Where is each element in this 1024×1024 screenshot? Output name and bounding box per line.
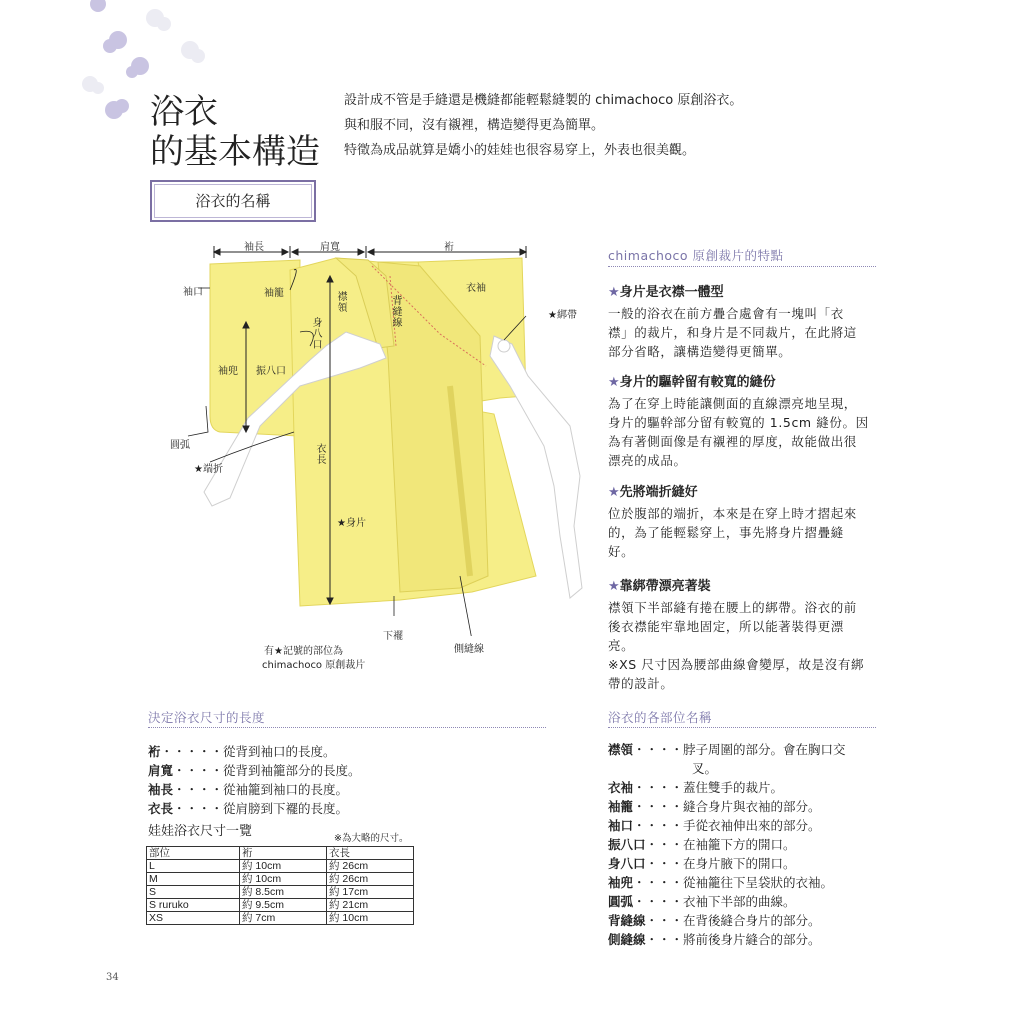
list-item: 側縫線・・・將前後身片縫合的部分。 xyxy=(608,932,821,947)
feature-item xyxy=(608,372,880,470)
list-item: 身八口・・・在身片腋下的開口。 xyxy=(608,856,796,871)
parts-heading: 浴衣的各部位名稱 xyxy=(608,710,713,725)
feature-line: 為了在穿上時能讓側面的直線漂亮地呈現， xyxy=(608,396,857,411)
label-back-seam: 背縫線 xyxy=(392,296,403,329)
feature-line: 襟領下半部縫有捲在腰上的綁帶。浴衣的前 xyxy=(608,600,857,615)
table-row: XS 約 7cm 約 10cm xyxy=(147,912,414,925)
table-row: M 約 10cm 約 26cm xyxy=(147,873,414,886)
list-item: 裄・・・・・從背到袖口的長度。 xyxy=(148,744,336,759)
table-row: S ruruko 約 9.5cm 約 21cm xyxy=(147,899,414,912)
star-icon: ★ xyxy=(608,285,620,300)
label-yuki: 裄 xyxy=(444,242,454,253)
feature-item xyxy=(608,282,880,361)
feature-line: 位於腹部的端折，本來是在穿上時才摺起來 xyxy=(608,506,857,521)
label-furiyatsuguchi: 振八口 xyxy=(256,366,286,377)
label-hem: 下襬 xyxy=(383,631,403,642)
title-line-2: 的基本構造 xyxy=(150,132,320,172)
page-title xyxy=(150,92,320,172)
size-table-note: ※為大略的尺寸。 xyxy=(334,833,409,844)
label-eri: 襟領 xyxy=(337,292,348,314)
section-label-box: 浴衣的名稱 xyxy=(150,180,316,222)
intro-line: 特徵為成品就算是嬌小的娃娃也很容易穿上，外表也很美觀。 xyxy=(344,143,696,158)
list-item: 衣長・・・・從肩膀到下襬的長度。 xyxy=(148,801,349,816)
feature-line: 身片的驅幹部分留有較寬的 1.5cm 縫份。因 xyxy=(608,415,869,430)
label-side-seam: 側縫線 xyxy=(454,644,484,655)
title-line-1: 浴衣 xyxy=(150,92,218,132)
feature-line: 襟」的裁片，和身片是不同裁片，在此將這 xyxy=(608,325,857,340)
yukata-diagram xyxy=(150,236,590,636)
label-sodetamoto: 袖兜 xyxy=(218,366,238,377)
list-item: 袖口・・・・手從衣袖伸出來的部分。 xyxy=(608,818,821,833)
intro-line: 設計成不管是手縫還是機縫都能輕鬆縫製的 chimachoco 原創浴衣。 xyxy=(344,93,743,108)
feature-line: 好。 xyxy=(608,544,635,559)
size-table-title: 娃娃浴衣尺寸一覽 xyxy=(148,824,253,839)
list-item: 袖籠・・・・縫合身片與衣袖的部分。 xyxy=(608,799,821,814)
parts-divider xyxy=(608,727,876,728)
feature-title: 靠綁帶漂亮著裝 xyxy=(619,579,711,594)
label-tuck: ★端折 xyxy=(194,464,223,475)
label-miyatsuguchi: 身八口 xyxy=(312,318,323,351)
list-item: 背縫線・・・在背後縫合身片的部分。 xyxy=(608,913,821,928)
feature-title: 身片的驅幹留有較寬的縫份 xyxy=(619,375,776,390)
list-item: 襟領・・・・脖子周圍的部分。會在胸口交 xyxy=(608,742,846,757)
features-divider xyxy=(608,266,876,267)
list-item: 袖長・・・・從袖籠到袖口的長度。 xyxy=(148,782,349,797)
label-ribbon: ★綁帶 xyxy=(548,310,577,321)
table-row: 部位 裄 衣長 xyxy=(147,847,414,860)
feature-line: 的，為了能輕鬆穿上，事先將身片摺疊縫 xyxy=(608,525,844,540)
list-item-continuation: 叉。 xyxy=(692,761,718,776)
size-table xyxy=(146,846,414,925)
label-sode-length: 袖長 xyxy=(244,242,264,253)
list-item: 袖兜・・・・從袖籠往下呈袋狀的衣袖。 xyxy=(608,875,834,890)
label-sodeguchi: 袖口 xyxy=(183,287,203,298)
feature-line: 後衣襟能牢靠地固定，所以能著裝得更漂 xyxy=(608,619,844,634)
feature-line: 帶的設計。 xyxy=(608,676,674,691)
diagram-note-2: chimachoco 原創裁片 xyxy=(262,660,366,671)
feature-line: 亮。 xyxy=(608,638,635,653)
star-icon: ★ xyxy=(608,485,620,500)
feature-item xyxy=(608,482,880,561)
lengths-heading: 決定浴衣尺寸的長度 xyxy=(148,710,266,725)
intro-text xyxy=(344,88,742,163)
label-body: ★身片 xyxy=(337,518,366,529)
lengths-divider xyxy=(148,727,546,728)
label-sleeve: 衣袖 xyxy=(466,283,486,294)
label-shoulder-width: 肩寬 xyxy=(320,242,340,253)
feature-line: 為有著側面像是有襯裡的厚度，故能做出很 xyxy=(608,434,857,449)
feature-title: 身片是衣襟一體型 xyxy=(619,285,724,300)
label-roundness: 圓弧 xyxy=(170,440,190,451)
feature-item xyxy=(608,576,880,693)
intro-line: 與和服不同，沒有襯裡，構造變得更為簡單。 xyxy=(344,118,605,133)
list-item: 肩寬・・・・從背到袖籠部分的長度。 xyxy=(148,763,361,778)
star-icon: ★ xyxy=(608,579,620,594)
list-item: 衣袖・・・・蓋住雙手的裁片。 xyxy=(608,780,784,795)
table-row: S 約 8.5cm 約 17cm xyxy=(147,886,414,899)
page-number: 34 xyxy=(106,972,119,983)
label-sodetsuke: 袖籠 xyxy=(264,288,284,299)
feature-line: 部分省略，讓構造變得更簡單。 xyxy=(608,344,792,359)
feature-title: 先將端折縫好 xyxy=(619,485,698,500)
table-row: L 約 10cm 約 26cm xyxy=(147,860,414,873)
label-length: 衣長 xyxy=(316,444,327,466)
diagram-note-1: 有★記號的部位為 xyxy=(264,646,343,657)
list-item: 振八口・・・在袖籠下方的開口。 xyxy=(608,837,796,852)
list-item: 圓弧・・・・衣袖下半部的曲線。 xyxy=(608,894,796,909)
feature-line: 漂亮的成品。 xyxy=(608,453,687,468)
parts-list xyxy=(608,740,888,949)
features-heading: chimachoco 原創裁片的特點 xyxy=(608,248,784,263)
feature-line: ※XS 尺寸因為腰部曲線會變厚，故是沒有綁 xyxy=(608,657,865,672)
lengths-list xyxy=(148,742,361,818)
star-icon: ★ xyxy=(608,375,620,390)
feature-line: 一般的浴衣在前方疊合處會有一塊叫「衣 xyxy=(608,306,844,321)
